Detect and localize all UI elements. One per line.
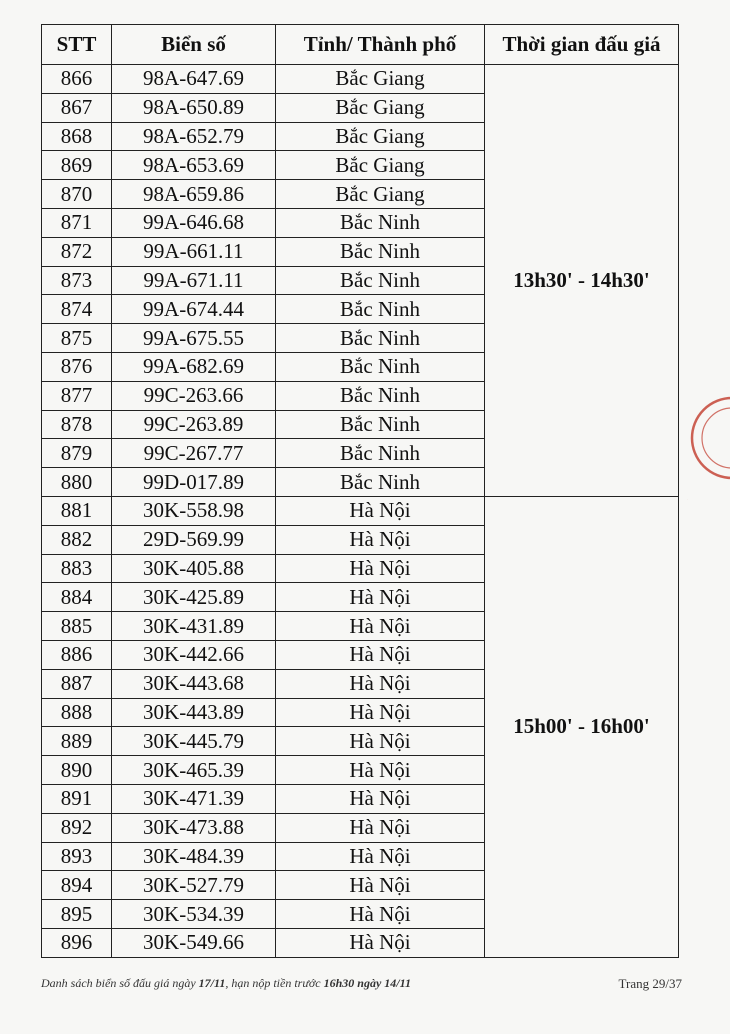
cell-stt: 894 xyxy=(42,871,112,900)
cell-province: Bắc Ninh xyxy=(276,266,485,295)
cell-province: Hà Nội xyxy=(276,554,485,583)
cell-province: Hà Nội xyxy=(276,612,485,641)
page-number: Trang 29/37 xyxy=(618,976,682,991)
cell-stt: 875 xyxy=(42,324,112,353)
cell-province: Hà Nội xyxy=(276,583,485,612)
cell-province: Bắc Ninh xyxy=(276,208,485,237)
cell-stt: 890 xyxy=(42,756,112,785)
cell-province: Bắc Giang xyxy=(276,122,485,151)
cell-stt: 886 xyxy=(42,640,112,669)
cell-plate: 30K-484.39 xyxy=(112,842,276,871)
cell-plate: 30K-534.39 xyxy=(112,900,276,929)
cell-stt: 870 xyxy=(42,180,112,209)
cell-stt: 896 xyxy=(42,928,112,957)
cell-plate: 30K-558.98 xyxy=(112,496,276,525)
header-stt: STT xyxy=(42,25,112,65)
cell-stt: 887 xyxy=(42,669,112,698)
cell-plate: 30K-527.79 xyxy=(112,871,276,900)
cell-plate: 30K-443.89 xyxy=(112,698,276,727)
table-body xyxy=(42,65,679,958)
cell-stt: 883 xyxy=(42,554,112,583)
cell-stt: 882 xyxy=(42,525,112,554)
cell-plate: 99A-682.69 xyxy=(112,352,276,381)
cell-province: Hà Nội xyxy=(276,756,485,785)
cell-stt: 869 xyxy=(42,151,112,180)
cell-plate: 99C-263.89 xyxy=(112,410,276,439)
cell-plate: 98A-650.89 xyxy=(112,93,276,122)
footer-deadline: 16h30 ngày 14/11 xyxy=(323,976,411,990)
cell-plate: 98A-652.79 xyxy=(112,122,276,151)
cell-plate: 99A-674.44 xyxy=(112,295,276,324)
cell-stt: 892 xyxy=(42,813,112,842)
cell-plate: 98A-659.86 xyxy=(112,180,276,209)
table-row xyxy=(42,496,679,525)
cell-plate: 99C-263.66 xyxy=(112,381,276,410)
cell-stt: 866 xyxy=(42,65,112,94)
cell-stt: 871 xyxy=(42,208,112,237)
cell-plate: 99A-661.11 xyxy=(112,237,276,266)
cell-plate: 99D-017.89 xyxy=(112,468,276,497)
cell-province: Hà Nội xyxy=(276,669,485,698)
cell-province: Hà Nội xyxy=(276,784,485,813)
cell-province: Bắc Ninh xyxy=(276,352,485,381)
cell-stt: 876 xyxy=(42,352,112,381)
cell-stt: 880 xyxy=(42,468,112,497)
cell-stt: 884 xyxy=(42,583,112,612)
cell-stt: 877 xyxy=(42,381,112,410)
cell-province: Hà Nội xyxy=(276,525,485,554)
footer-note xyxy=(41,976,681,991)
cell-plate: 30K-549.66 xyxy=(112,928,276,957)
red-seal-stamp xyxy=(686,380,730,500)
table-header-row xyxy=(42,25,679,65)
cell-province: Hà Nội xyxy=(276,813,485,842)
cell-plate: 99A-671.11 xyxy=(112,266,276,295)
cell-stt: 893 xyxy=(42,842,112,871)
cell-province: Bắc Giang xyxy=(276,65,485,94)
header-auction-time: Thời gian đấu giá xyxy=(485,25,679,65)
cell-plate: 98A-647.69 xyxy=(112,65,276,94)
cell-province: Bắc Ninh xyxy=(276,295,485,324)
cell-province: Hà Nội xyxy=(276,871,485,900)
cell-province: Hà Nội xyxy=(276,640,485,669)
cell-plate: 30K-473.88 xyxy=(112,813,276,842)
footer-date: 17/11 xyxy=(198,976,226,990)
cell-plate: 30K-465.39 xyxy=(112,756,276,785)
cell-plate: 29D-569.99 xyxy=(112,525,276,554)
footer-middle: , hạn nộp tiền trước xyxy=(225,976,324,990)
cell-province: Bắc Ninh xyxy=(276,468,485,497)
cell-stt: 891 xyxy=(42,784,112,813)
cell-stt: 885 xyxy=(42,612,112,641)
cell-province: Bắc Ninh xyxy=(276,324,485,353)
cell-province: Hà Nội xyxy=(276,928,485,957)
cell-province: Bắc Giang xyxy=(276,93,485,122)
header-plate: Biển số xyxy=(112,25,276,65)
cell-plate: 30K-443.68 xyxy=(112,669,276,698)
cell-plate: 30K-442.66 xyxy=(112,640,276,669)
cell-plate: 30K-405.88 xyxy=(112,554,276,583)
cell-stt: 872 xyxy=(42,237,112,266)
cell-stt: 889 xyxy=(42,727,112,756)
cell-plate: 30K-431.89 xyxy=(112,612,276,641)
cell-plate: 30K-471.39 xyxy=(112,784,276,813)
cell-stt: 879 xyxy=(42,439,112,468)
cell-stt: 873 xyxy=(42,266,112,295)
cell-plate: 99C-267.77 xyxy=(112,439,276,468)
cell-stt: 874 xyxy=(42,295,112,324)
cell-province: Bắc Giang xyxy=(276,151,485,180)
cell-province: Hà Nội xyxy=(276,698,485,727)
cell-province: Hà Nội xyxy=(276,900,485,929)
cell-province: Hà Nội xyxy=(276,727,485,756)
header-province: Tỉnh/ Thành phố xyxy=(276,25,485,65)
cell-plate: 98A-653.69 xyxy=(112,151,276,180)
auction-table xyxy=(41,24,679,958)
cell-province: Bắc Ninh xyxy=(276,439,485,468)
cell-province: Bắc Ninh xyxy=(276,381,485,410)
cell-stt: 867 xyxy=(42,93,112,122)
cell-province: Bắc Ninh xyxy=(276,410,485,439)
cell-plate: 99A-675.55 xyxy=(112,324,276,353)
cell-stt: 878 xyxy=(42,410,112,439)
cell-province: Hà Nội xyxy=(276,496,485,525)
cell-auction-time: 13h30' - 14h30' xyxy=(485,65,679,497)
footer-prefix: Danh sách biển số đấu giá ngày xyxy=(41,976,199,990)
cell-plate: 30K-425.89 xyxy=(112,583,276,612)
cell-plate: 99A-646.68 xyxy=(112,208,276,237)
cell-province: Hà Nội xyxy=(276,842,485,871)
cell-province: Bắc Ninh xyxy=(276,237,485,266)
cell-stt: 895 xyxy=(42,900,112,929)
cell-stt: 868 xyxy=(42,122,112,151)
cell-stt: 881 xyxy=(42,496,112,525)
cell-stt: 888 xyxy=(42,698,112,727)
cell-province: Bắc Giang xyxy=(276,180,485,209)
table-row xyxy=(42,65,679,94)
cell-auction-time: 15h00' - 16h00' xyxy=(485,496,679,957)
cell-plate: 30K-445.79 xyxy=(112,727,276,756)
